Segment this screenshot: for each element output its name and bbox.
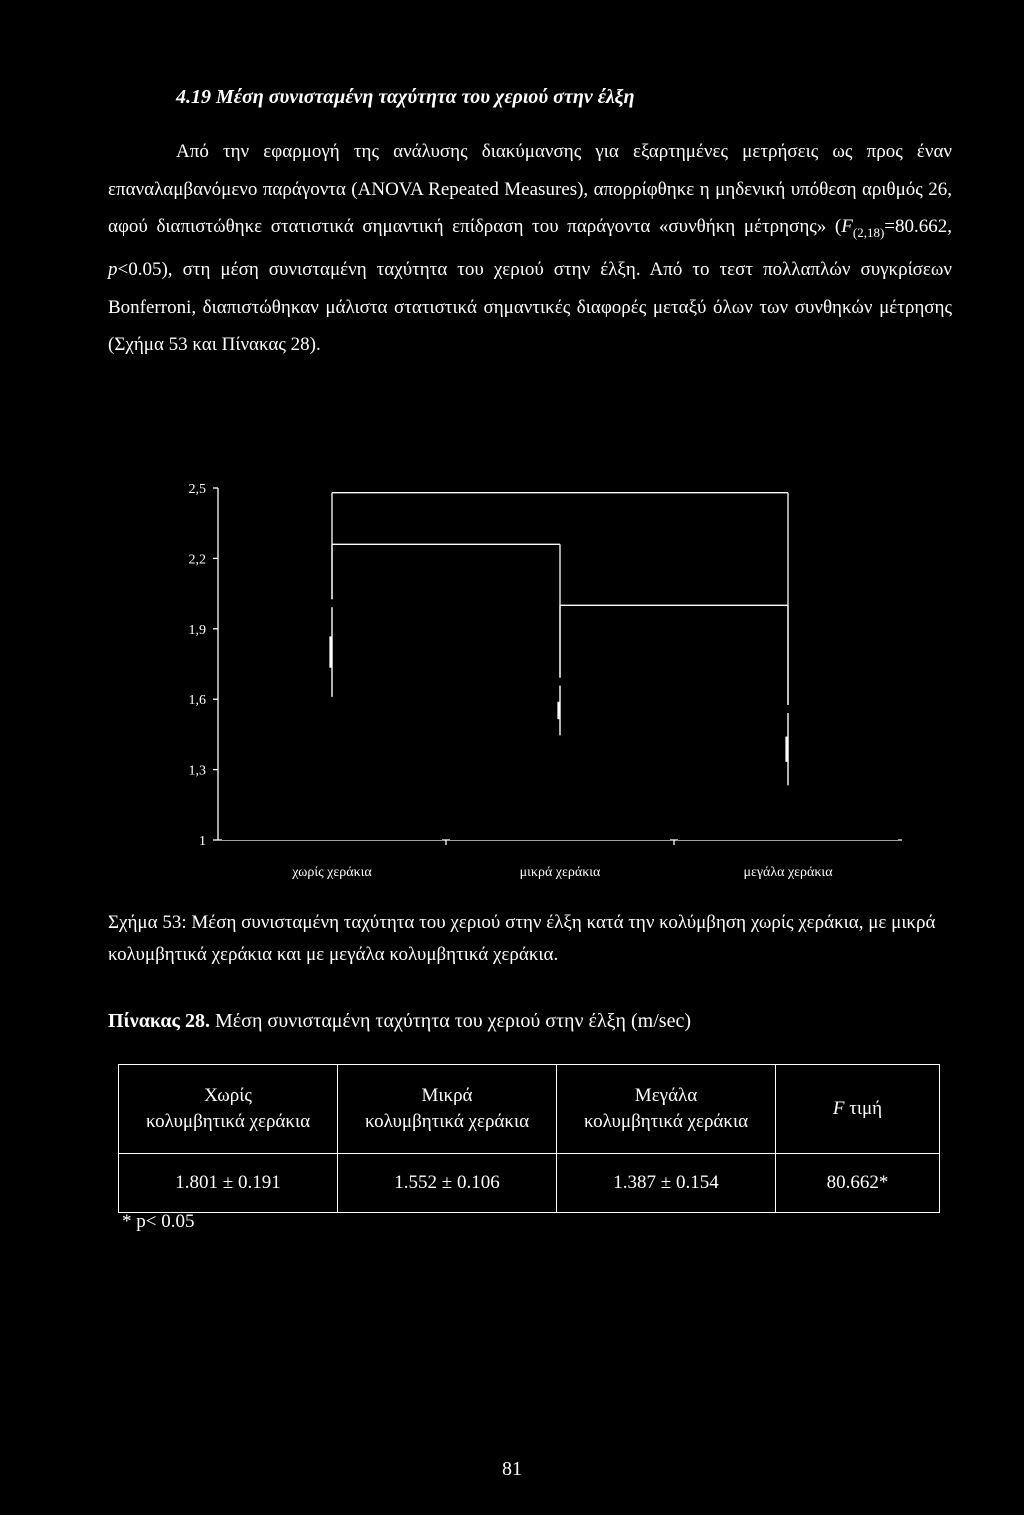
f-letter: F <box>832 1098 845 1119</box>
paragraph-text-part1: Από την εφαρμογή της ανάλυσης διακύμανσης για εξαρτημένες μετρήσεις ως προς έναν επαναλαμβανόμενο παράγοντα (ANOVA Repeated Measures), απορρίφθηκε η μηδενική υπόθεση αριθμός 26, αφού διαπιστώθηκε στατιστικά σημαντική επίδραση του παράγοντα «συνθήκη μέτρησης» ( <box>108 141 952 237</box>
table-footnote: * p< 0.05 <box>122 1211 195 1232</box>
figure-caption: Σχήμα 53: Μέση συνισταμένη ταχύτητα του χεριού στην έλξη κατά την κολύμβηση χωρίς χεράκια, με μικρά κολυμβητικά χεράκια και με μεγάλα κολυμβητικά χεράκια. <box>108 912 936 965</box>
header-line1: Μεγάλα <box>634 1085 698 1106</box>
header-line2: κολυμβητικά χεράκια <box>364 1111 530 1132</box>
y-tick-label: 1,6 <box>188 693 206 709</box>
cell-large-paddles: 1.387 ± 0.154 <box>557 1154 776 1213</box>
bar-chart <box>160 470 920 890</box>
results-paragraph <box>108 133 952 364</box>
cell-small-paddles: 1.552 ± 0.106 <box>338 1154 557 1213</box>
section-heading: 4.19 Μέση συνισταμένη ταχύτητα του χεριού στην έλξη <box>176 86 635 108</box>
header-large-paddles <box>557 1065 776 1154</box>
table-label: Πίνακας 28. <box>108 1010 210 1032</box>
x-tick-label: μικρά χεράκια <box>519 865 601 880</box>
cell-no-paddles: 1.801 ± 0.191 <box>119 1154 338 1213</box>
header-small-paddles <box>338 1065 557 1154</box>
y-tick-label: 1,9 <box>188 622 206 638</box>
chart-svg <box>160 470 920 890</box>
header-line2: κολυμβητικά χεράκια <box>145 1111 311 1132</box>
table-header-row <box>119 1065 940 1154</box>
header-f-value <box>776 1065 940 1154</box>
paragraph-text-part3: <0.05), στη μέση συνισταμένη ταχύτητα του χεριού στην έλξη. Από το τεστ πολλαπλών συγκρίσεων Bonferroni, διαπιστώθηκαν μάλιστα στατιστικά σημαντικές διαφορές μεταξύ όλων των συνθηκών μέτρησης (Σχήμα 53 και Πίνακας 28). <box>108 259 952 356</box>
table-row <box>119 1154 940 1213</box>
cell-f-value: 80.662* <box>776 1154 940 1213</box>
y-tick-label: 1,3 <box>188 763 206 779</box>
table-title-text: Μέση συνισταμένη ταχύτητα του χεριού στην έλξη (m/sec) <box>209 1010 691 1032</box>
p-letter: p <box>108 259 118 281</box>
y-tick-label: 2,5 <box>188 482 206 497</box>
header-line1: Μικρά <box>421 1085 473 1106</box>
table-title <box>108 1010 691 1033</box>
f-stat-letter: F <box>841 216 853 237</box>
f-stat-df: (2,18) <box>852 224 885 240</box>
results-table <box>118 1064 940 1213</box>
page-number: 81 <box>502 1458 522 1480</box>
f-header-rest: τιμή <box>844 1098 883 1119</box>
header-no-paddles <box>119 1065 338 1154</box>
paragraph-text-part2: =80.662, <box>884 216 952 237</box>
y-tick-label: 2,2 <box>188 552 206 568</box>
header-line1: Χωρίς <box>204 1085 252 1106</box>
x-tick-label: χωρίς χεράκια <box>292 865 372 880</box>
x-tick-label: μεγάλα χεράκια <box>743 865 833 880</box>
header-line2: κολυμβητικά χεράκια <box>583 1111 749 1132</box>
y-tick-label: 1 <box>199 834 206 849</box>
